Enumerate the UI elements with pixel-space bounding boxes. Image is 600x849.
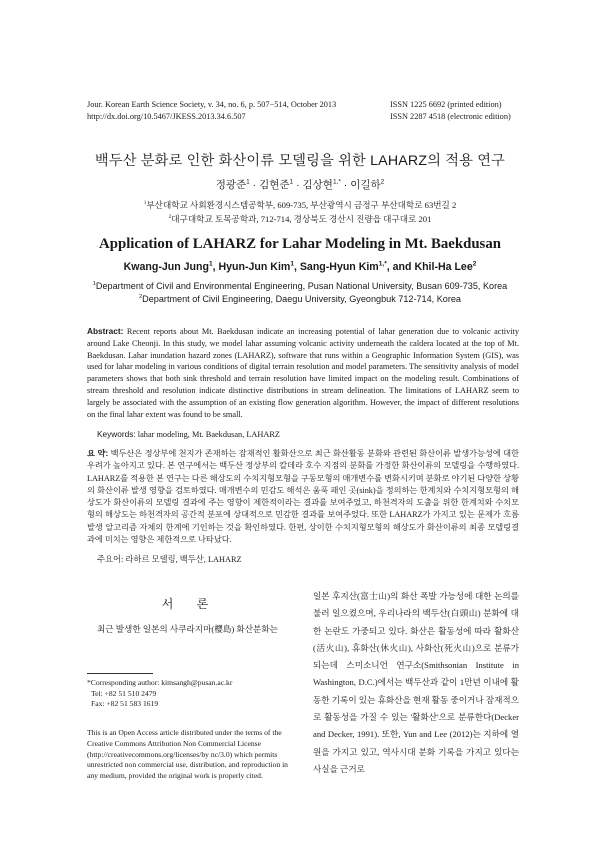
intro-text-left: 최근 발생한 일본의 사쿠라지마(櫻島) 화산분화는 bbox=[97, 624, 278, 634]
korean-keywords-label: 주요어: bbox=[97, 555, 124, 564]
journal-header-right bbox=[390, 99, 511, 123]
korean-author-name: 정광준 bbox=[215, 179, 247, 191]
intro-text-right: 일본 후지산(富士山)의 화산 폭발 가능성에 대한 논의를 불러 일으켰으며, 우리나라의 백두산(白頭山) 분화에 대한 논란도 가중되고 있다. 화산은 활동성에 따라 활화산(活火山), 휴화산(休火山), 사화산(死火山)으로 분류가 되는데 스미소니언 연구소(Smithsonian Institute in Washington, D.C.)에서는 백두산과 같이 1만년 이내에 활동한 기록이 있는 휴화산을 현재 활동 중이거나 잠재적으로 활동성을 가질 수 있는 '활화산'으로 분류한다(Decker and Decker, 1991). 또한, Yun and Lee (2012)는 지하에 열원을 가지고 있고, 역사시대 분화 기록을 가지고 있다는 사실을 근거로 bbox=[313, 591, 519, 774]
english-author-sup: 1 bbox=[208, 260, 213, 268]
english-affiliation-2: $^2$Department of Civil Engineering, Daegu University, Gyeongbuk 712-714, Korea bbox=[139, 293, 461, 304]
english-title: Application of LAHARZ for Lahar Modeling in Mt. Baekdusan bbox=[99, 236, 501, 252]
english-author-name: Sang-Hyun Kim bbox=[299, 261, 379, 273]
korean-affiliation-2: $^2$대구대학교 토목공학과, 712-714, 경상북도 경산시 진량읍 대구대로 201 bbox=[168, 214, 432, 224]
korean-author-sup: 2 bbox=[380, 178, 385, 186]
abstract-text: Recent reports about Mt. Baekdusan indicate an increasing potential of lahar generation due to volcanic activity around Lake Cheonji. In this study, we model lahar assuming volcanic activity underneath the caldera located at the top of Mt. Baekdusan. Lahar inundation hazard zones (LAHARZ), software that runs within a Geographic Information System (GIS), was used for lahar modeling in various conditions of digital terrain resolution and model parameters. The sensitivity analysis of model parameters shows that both sink threshold and terrain resolution have limited impact on the modeling result. Combinations of stream threshold and resolution indicate distinctive distributions in stream delineation. The limitations of LAHARZ seem to largely be associated with the assumption of an existing flow generation algorithm. However, the impact of different resolutions on the final lahar extent was found to be small. bbox=[87, 327, 519, 419]
english-author-sup: 1 bbox=[290, 260, 294, 268]
korean-author-sup: 1 bbox=[246, 178, 250, 186]
fax: Fax: +82 51 583 1619 bbox=[91, 699, 159, 709]
abstract-label: Abstract: bbox=[87, 326, 124, 336]
korean-abstract-text: 백두산은 정상부에 천지가 존재하는 잠재적인 활화산으로 최근 화산활동 분화와 관련된 화산이류 발생가능성에 대한 우려가 높아지고 있다. 본 연구에서는 백두산 정상부의 칼데라 호수 지점의 분화를 가정한 화산이류의 모델링을 수행하였다. LAHARZ를 적용한 본 연구는 다른 해상도의 수치지형모형을 구동모형의 매개변수를 변화시키며 분화로 야기된 다양한 상황의 화산이류 발생 영향을 검토하였다. 매개변수의 민감도 해석은 움푹 패인 곳(sink)을 정의하는 한계치와 수치지형모형의 해상도가 화산이류의 모델링 결과에 주는 영향이 제한적이라는 결과를 보여주었고, 하천격자의 도출을 위한 한계치와 수치모형의 해상도는 하천격자의 공간적 분포에 상대적으로 민감한 결과를 보여주었다. 또한 LAHARZ가 가지고 있는 문제가 흐름 발생 알고리즘 자체의 한계에 기인하는 것을 확인하였다. 한편, 상이한 수치지형모형의 해상도가 화산이류의 최종 모델링결과에 미치는 영향은 제한적으로 나타났다. bbox=[87, 449, 519, 545]
author-separator: · bbox=[340, 179, 351, 191]
journal-header-left bbox=[87, 99, 336, 123]
korean-author-name: 김상현 bbox=[302, 179, 333, 191]
english-author-sup: 2 bbox=[472, 260, 477, 268]
korean-author-sup: 1 bbox=[289, 178, 294, 186]
korean-affiliation-1: $^1$부산대학교 사회환경시스템공학부, 609-735, 부산광역시 금정구 부산대학로 63번길 2 bbox=[143, 200, 457, 210]
open-access-notice: This is an Open Access article distributed under the terms of the Creative Commons Attribution Non Commercial License (http://creativecommons.org/licenses/by nc/3.0) which permits unrestricted non commercial use, distribution, and reproduction in any medium, provided the original work is properly cited. bbox=[87, 728, 288, 781]
author-separator: · bbox=[293, 179, 303, 191]
korean-title: 백두산 분화로 인한 화산이류 모델링을 위한 LAHARZ의 적용 연구 bbox=[94, 153, 506, 169]
footnote-divider bbox=[87, 673, 153, 674]
korean-authors bbox=[0, 177, 600, 192]
doi-link[interactable]: http://dx.doi.org/10.5467/JKESS.2013.34.6.507 bbox=[87, 112, 246, 121]
english-author-name: Khil-Ha Lee bbox=[414, 261, 473, 273]
keywords bbox=[97, 429, 280, 439]
korean-abstract-label: 요 약: bbox=[87, 449, 109, 458]
korean-keywords bbox=[97, 553, 242, 565]
korean-author-name: 김현준 bbox=[259, 179, 290, 191]
english-author-name: Hyun-Jun Kim bbox=[218, 261, 291, 273]
issn-print: ISSN 1225 6692 (printed edition) bbox=[390, 100, 502, 109]
korean-abstract bbox=[87, 448, 519, 546]
english-authors: Kwang-Jun Jung$^1$, Hyun-Jun Kim$^1$, Sang-Hyun Kim$^{1,*}$, and Khil-Ha Lee$^2$ bbox=[123, 260, 477, 273]
corresponding-author-footnote bbox=[87, 678, 232, 710]
english-author-name: Kwang-Jun Jung bbox=[123, 261, 209, 273]
section-heading-introduction: 서 론 bbox=[161, 597, 219, 611]
korean-author-sup: 1,* bbox=[332, 178, 341, 186]
keywords-label: Keywords: bbox=[97, 429, 136, 439]
author-separator: · bbox=[249, 179, 260, 191]
english-author-sup: 1,* bbox=[378, 260, 387, 268]
english-affiliation-1: $^1$Department of Civil and Environmental Engineering, Pusan National University, Busan 609-735, Korea bbox=[92, 280, 508, 291]
korean-author-name: 이길하 bbox=[350, 179, 381, 191]
keywords-text: lahar modeling, Mt. Baekdusan, LAHARZ bbox=[135, 430, 280, 439]
korean-affiliations bbox=[0, 198, 600, 226]
korean-keywords-text: 라하르 모델링, 백두산, LAHARZ bbox=[123, 555, 242, 564]
english-affiliations bbox=[0, 280, 600, 305]
corresponding-email: *Corresponding author: kimsangh@pusan.ac.kr bbox=[87, 678, 233, 687]
issn-electronic: ISSN 2287 4518 (electronic edition) bbox=[390, 112, 511, 121]
journal-citation: Jour. Korean Earth Science Society, v. 34, no. 6, p. 507−514, October 2013 bbox=[87, 100, 337, 109]
abstract bbox=[87, 326, 519, 420]
telephone: Tel: +82 51 510 2479 bbox=[91, 688, 157, 698]
